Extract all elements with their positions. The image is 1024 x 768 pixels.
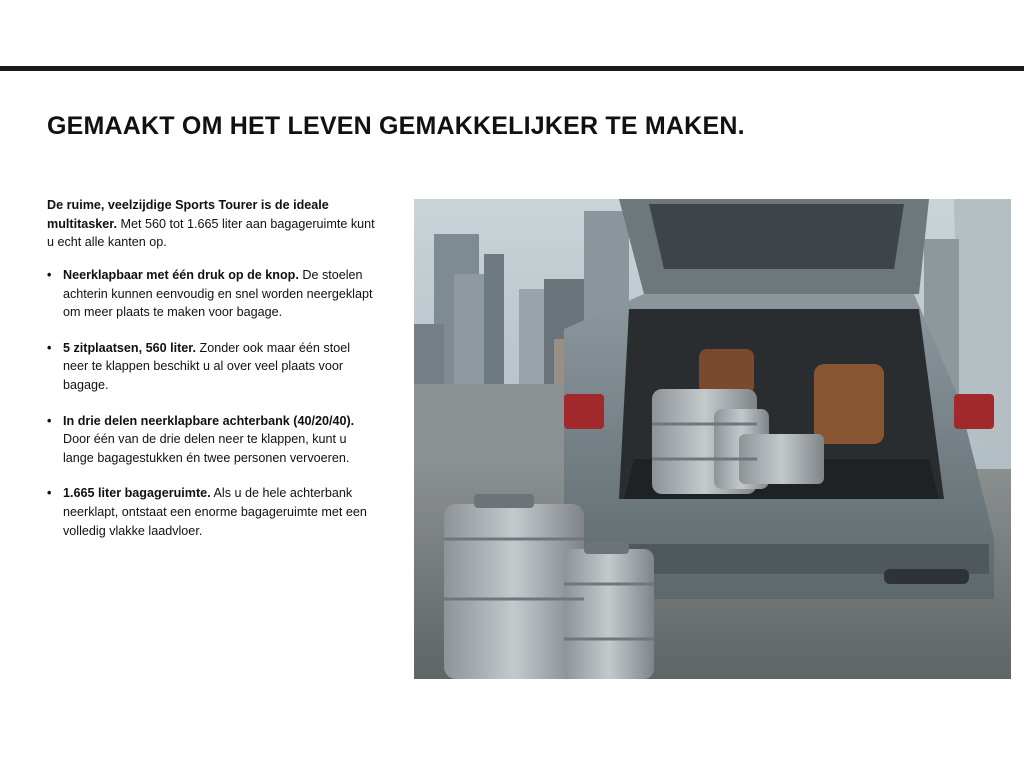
feature-title: 1.665 liter bagageruimte. [63,486,211,501]
intro-bold: De ruime, veelzijdige Sports Tourer is de ideale multitasker. [47,198,329,231]
car-trunk-photo [414,199,1011,679]
feature-title: Neerklapbaar met één druk op de knop. [63,268,299,282]
intro-text: Met 560 tot 1.665 liter aan bagageruimte kunt u echt alle kanten op. [47,216,375,250]
suitcase-large [444,504,584,679]
feature-title: In drie delen neerklapbare achterbank (40/20/40). [63,413,355,428]
bullet-icon: • [47,340,52,355]
bullet-icon: • [47,413,52,428]
feature-item [47,266,377,322]
feature-item [47,484,377,540]
bullet-icon: • [47,268,52,282]
feature-list [47,266,377,557]
feature-item [47,339,377,395]
top-rule [0,66,1024,71]
bullet-icon: • [47,486,52,501]
feature-item [47,412,377,468]
feature-text: Als u de hele achterbank neerklapt, ontstaat een enorme bagageruimte met een volledig vlakke laadvloer. [63,486,367,538]
feature-text: De stoelen achterin kunnen eenvoudig en snel worden neergeklapt om meer plaats te maken voor bagage. [63,268,373,320]
intro-paragraph [47,196,377,252]
page-headline: GEMAAKT OM HET LEVEN GEMAKKELIJKER TE MAKEN. [47,112,745,140]
feature-text: Door één van de drie delen neer te klappen, kunt u lange bagagestukken én twee personen vervoeren. [63,432,350,465]
suitcase-small [564,549,654,679]
feature-text: Zonder ook maar één stoel neer te klappen beschikt u al over veel plaats voor bagage. [63,340,351,392]
feature-title: 5 zitplaatsen, 560 liter. [63,340,196,355]
